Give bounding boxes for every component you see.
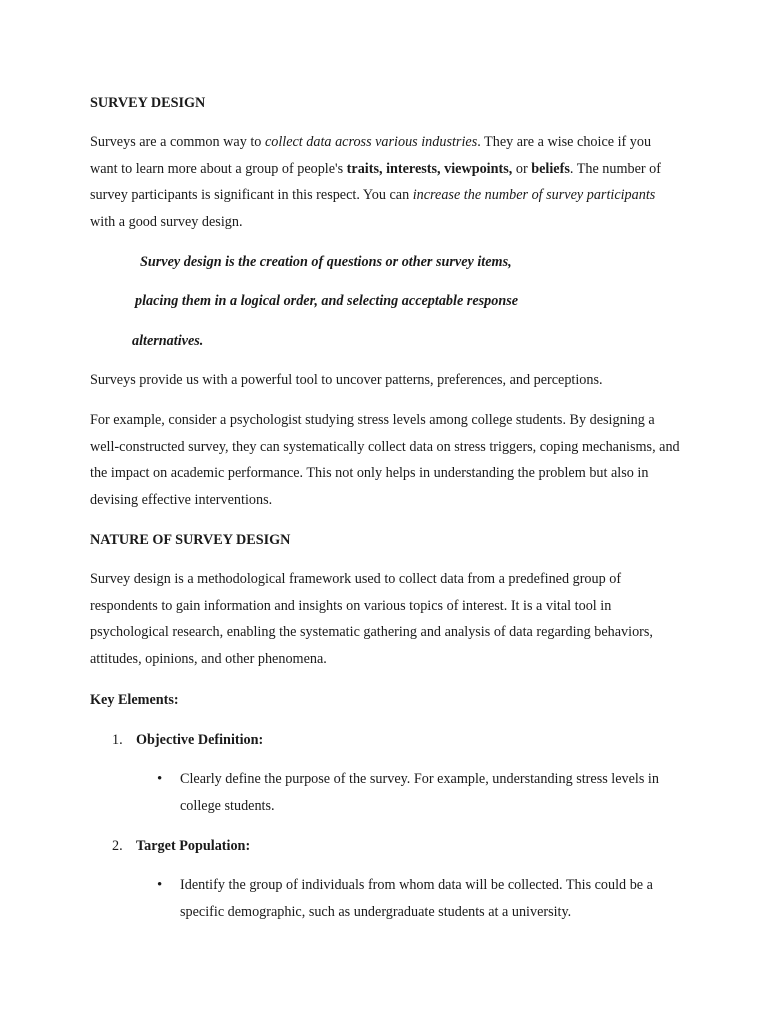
definition-line-2: placing them in a logical order, and selecting acceptable response [135, 293, 519, 309]
definition-line-3: alternatives. [132, 333, 204, 349]
list-item-description: Clearly define the purpose of the survey. For example, understanding stress levels in college students. [180, 771, 659, 814]
heading-nature-of-survey-design: NATURE OF SURVEY DESIGN [90, 532, 291, 548]
nature-paragraph: Survey design is a methodological framework used to collect data from a predefined group of respondents to gain information and insights on various topics of interest. It is a vital tool in psychological research, enabling the systematic gathering and analysis of data regarding behaviors, attitudes, opinions, and other phenomena. [90, 571, 653, 668]
intro-text-4: . The number of survey participants is significant in this respect. You can [90, 160, 662, 204]
list-item-title: Target Population: [136, 838, 251, 854]
example-paragraph: For example, consider a psychologist studying stress levels among college students. By designing a well-constructed survey, they can systematically collect data on stress triggers, coping mechanisms, and the impact on academic performance. This not only helps in understanding the problem but also in devising effective interventions. [90, 412, 680, 509]
list-item-description: Identify the group of individuals from whom data will be collected. This could be a specific demographic, such as undergraduate students at a university. [180, 877, 653, 920]
list-number: 2. [112, 838, 123, 854]
intro-text-5: with a good survey design. [90, 214, 243, 231]
patterns-paragraph: Surveys provide us with a powerful tool to uncover patterns, preferences, and perceptions. [90, 372, 603, 388]
definition-line-1: Survey design is the creation of questions or other survey items, [140, 254, 512, 270]
intro-strong-traits: traits, interests, viewpoints, [346, 160, 513, 177]
heading-survey-design: SURVEY DESIGN [90, 95, 206, 111]
list-number: 1. [112, 732, 123, 748]
intro-emphasis-collect-data: collect data across various industries [264, 134, 478, 150]
intro-paragraph [90, 129, 680, 236]
intro-emphasis-increase: increase the number of survey participants [412, 187, 656, 204]
bullet-icon: • [157, 877, 163, 893]
intro-strong-beliefs: beliefs [531, 160, 570, 177]
intro-text-1: Surveys are a common way to [90, 134, 265, 150]
intro-text-2: . They are a wise choice if you want to learn more about a group of people's [90, 134, 652, 177]
bullet-icon: • [157, 771, 163, 787]
key-elements-label: Key Elements: [90, 692, 179, 708]
intro-text-3: or [512, 160, 532, 177]
list-item-title: Objective Definition: [136, 732, 264, 748]
